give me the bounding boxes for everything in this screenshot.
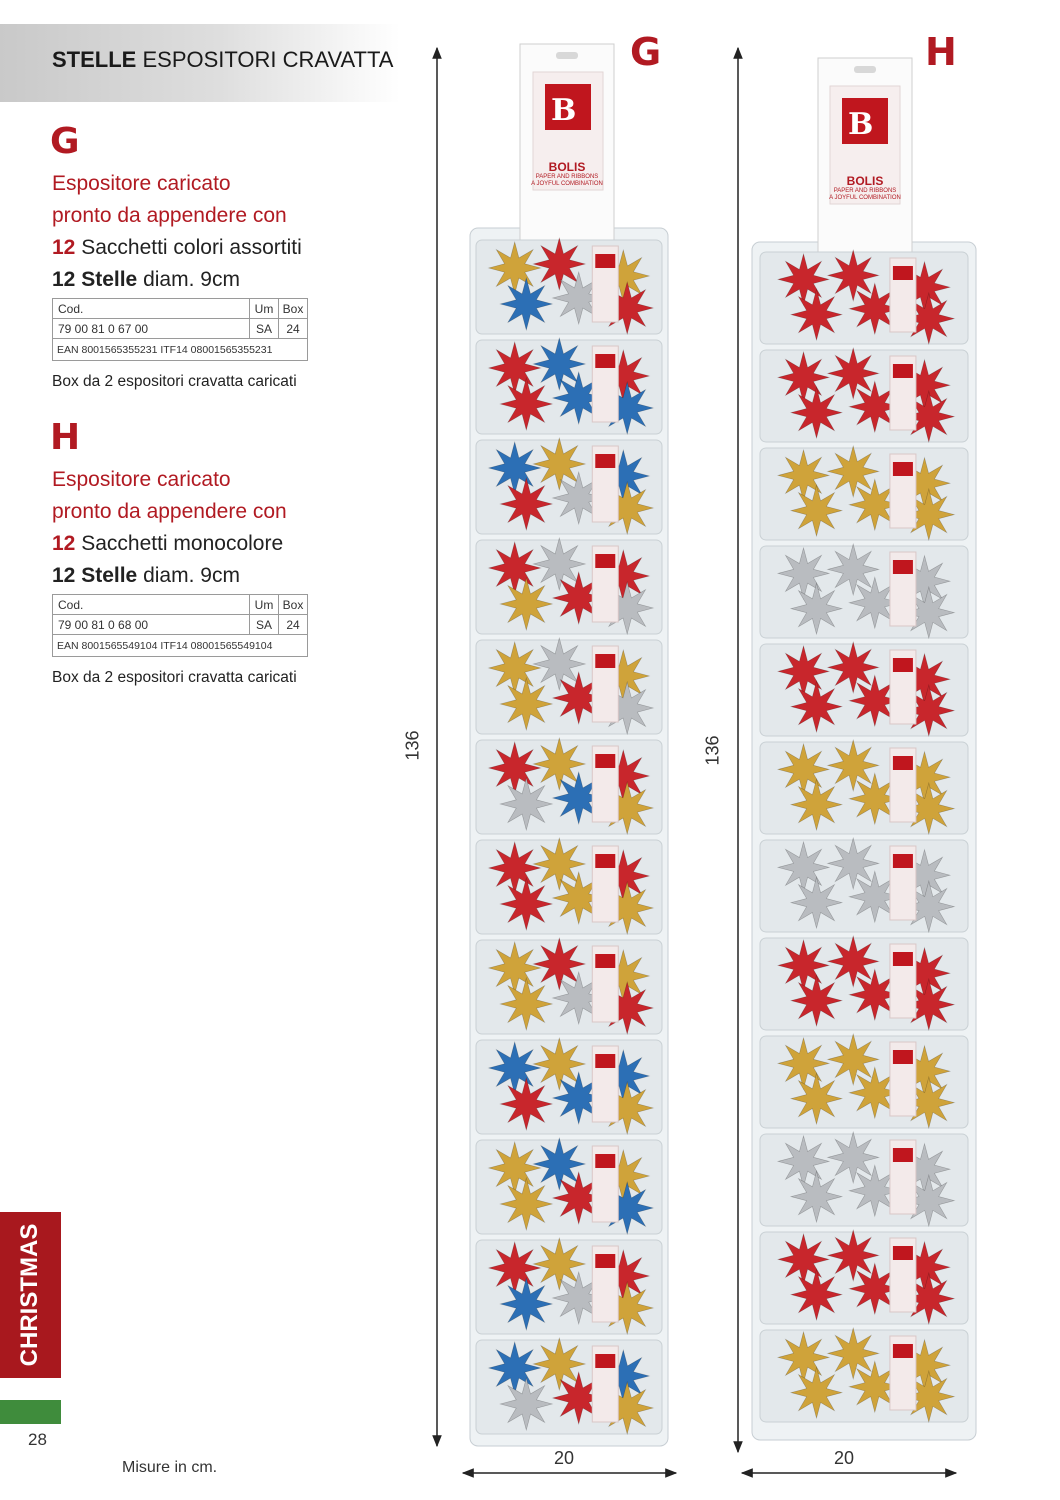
bag-label-mark	[595, 854, 615, 868]
bow-star	[489, 1142, 541, 1194]
bow-star	[828, 1132, 879, 1183]
display-strip-h	[752, 58, 976, 1440]
height-label-g: 136	[402, 730, 423, 761]
bow-star	[489, 842, 541, 894]
display-strip-g	[470, 44, 668, 1446]
product-letter-g: G	[630, 30, 662, 74]
box-value: 24	[279, 615, 308, 635]
um-value: SA	[250, 615, 279, 635]
box-note: Box da 2 espositori cravatta caricati	[52, 669, 297, 686]
width-label-h: 20	[834, 1448, 855, 1468]
bag-label-mark	[893, 364, 913, 378]
bow-star	[778, 940, 829, 991]
bow-star	[489, 242, 541, 294]
box-value: 24	[279, 319, 308, 339]
description-line: Espositore caricato	[52, 172, 231, 195]
bow-star	[500, 278, 552, 330]
content-line: 12 Sacchetti monocolore	[52, 532, 284, 555]
ean-code: EAN 8001565355231 ITF14 08001565355231	[53, 339, 308, 361]
bow-star	[828, 250, 879, 301]
page-title: STELLE ESPOSITORI CRAVATTA	[52, 47, 394, 72]
bow-star	[500, 1278, 552, 1330]
bag-label-mark	[595, 954, 615, 968]
bag-label-mark	[595, 254, 615, 268]
category-label: CHRISTMAS	[16, 1223, 43, 1367]
bow-star	[791, 1171, 842, 1222]
bow-star	[791, 387, 842, 438]
bow-star	[489, 442, 541, 494]
width-label-g: 20	[554, 1448, 575, 1468]
bow-star	[791, 1269, 842, 1320]
bow-star	[828, 446, 879, 497]
brand-name: BOLIS	[846, 174, 884, 188]
bow-star	[500, 778, 552, 830]
ean-code: EAN 8001565549104 ITF14 08001565549104	[53, 635, 308, 657]
bag-label-mark	[893, 1246, 913, 1260]
bag-label-mark	[595, 554, 615, 568]
bag-label-mark	[893, 1344, 913, 1358]
brand-name: BOLIS	[548, 160, 586, 174]
measure-note: Misure in cm.	[122, 1459, 218, 1476]
bow-star	[500, 1378, 552, 1430]
brand-tagline: A JOYFUL COMBINATION	[531, 181, 603, 187]
bow-star	[778, 1332, 829, 1383]
bow-star	[778, 450, 829, 501]
bow-star	[489, 1042, 541, 1094]
bow-star	[791, 779, 842, 830]
bow-star	[500, 678, 552, 730]
content-line: 12 Stelle diam. 9cm	[52, 268, 240, 291]
bow-star	[500, 978, 552, 1030]
description-line: pronto da appendere con	[52, 204, 287, 227]
code-value: 79 00 81 0 68 00	[53, 615, 250, 635]
bow-star	[500, 378, 552, 430]
brand-card-g	[530, 160, 604, 188]
description-line: pronto da appendere con	[52, 500, 287, 523]
bow-star	[489, 342, 541, 394]
bow-star	[778, 1136, 829, 1187]
bow-star	[828, 1328, 879, 1379]
bow-star	[828, 936, 879, 987]
bag-label-mark	[595, 454, 615, 468]
bow-star	[500, 1178, 552, 1230]
bow-star	[828, 348, 879, 399]
bag-label-mark	[595, 1354, 615, 1368]
bag-label-mark	[595, 354, 615, 368]
bag-label-mark	[893, 658, 913, 672]
bag-label-mark	[595, 754, 615, 768]
content-line: 12 Sacchetti colori assortiti	[52, 236, 302, 259]
brand-tagline: PAPER AND RIBBONS	[833, 188, 897, 194]
bow-star	[500, 878, 552, 930]
section-letter: G	[50, 121, 80, 162]
bow-star	[778, 352, 829, 403]
header-um: Um	[250, 299, 279, 319]
bow-star	[791, 877, 842, 928]
bow-star	[489, 942, 541, 994]
bow-star	[791, 485, 842, 536]
header-box: Box	[279, 595, 308, 615]
page-number: 28	[28, 1430, 47, 1449]
content-line: 12 Stelle diam. 9cm	[52, 564, 240, 587]
bow-star	[791, 583, 842, 634]
bow-star	[778, 548, 829, 599]
bow-star	[489, 742, 541, 794]
header-cod: Cod.	[53, 299, 250, 319]
bow-star	[778, 254, 829, 305]
bow-star	[828, 740, 879, 791]
bag-label-mark	[595, 654, 615, 668]
section-letter: H	[50, 417, 81, 458]
code-value: 79 00 81 0 67 00	[53, 319, 250, 339]
bow-star	[489, 642, 541, 694]
bow-star	[489, 1242, 541, 1294]
header-um: Um	[250, 595, 279, 615]
bag-label-mark	[893, 756, 913, 770]
bow-star	[828, 642, 879, 693]
um-value: SA	[250, 319, 279, 339]
header-cod: Cod.	[53, 595, 250, 615]
bow-star	[828, 544, 879, 595]
header-box: Box	[279, 299, 308, 319]
bag-label-mark	[893, 560, 913, 574]
bow-star	[489, 1342, 541, 1394]
bow-star	[778, 744, 829, 795]
bow-star	[791, 1073, 842, 1124]
bow-star	[778, 1234, 829, 1285]
bow-star	[500, 478, 552, 530]
bow-star	[489, 542, 541, 594]
bag-label-mark	[893, 1050, 913, 1064]
brand-card-h	[827, 174, 903, 202]
box-note: Box da 2 espositori cravatta caricati	[52, 373, 297, 390]
bag-label-mark	[893, 854, 913, 868]
bow-star	[791, 681, 842, 732]
bow-star	[500, 1078, 552, 1130]
bow-star	[791, 289, 842, 340]
bow-star	[500, 578, 552, 630]
bag-label-mark	[893, 266, 913, 280]
bow-star	[778, 842, 829, 893]
bag-label-mark	[595, 1154, 615, 1168]
brand-tagline: PAPER AND RIBBONS	[535, 174, 599, 180]
bow-star	[778, 1038, 829, 1089]
brand-tagline: A JOYFUL COMBINATION	[829, 195, 901, 201]
bow-star	[828, 1230, 879, 1281]
description-line: Espositore caricato	[52, 468, 231, 491]
bag-label-mark	[595, 1054, 615, 1068]
product-letter-h: H	[925, 30, 957, 74]
svg-text:B: B	[848, 107, 874, 142]
bow-star	[828, 1034, 879, 1085]
bow-star	[791, 975, 842, 1026]
svg-text:B: B	[551, 93, 577, 128]
bag-label-mark	[595, 1254, 615, 1268]
bag-label-mark	[893, 1148, 913, 1162]
bow-star	[828, 838, 879, 889]
bag-label-mark	[893, 462, 913, 476]
bow-star	[778, 646, 829, 697]
height-label-h: 136	[702, 735, 723, 766]
bag-label-mark	[893, 952, 913, 966]
bow-star	[791, 1367, 842, 1418]
